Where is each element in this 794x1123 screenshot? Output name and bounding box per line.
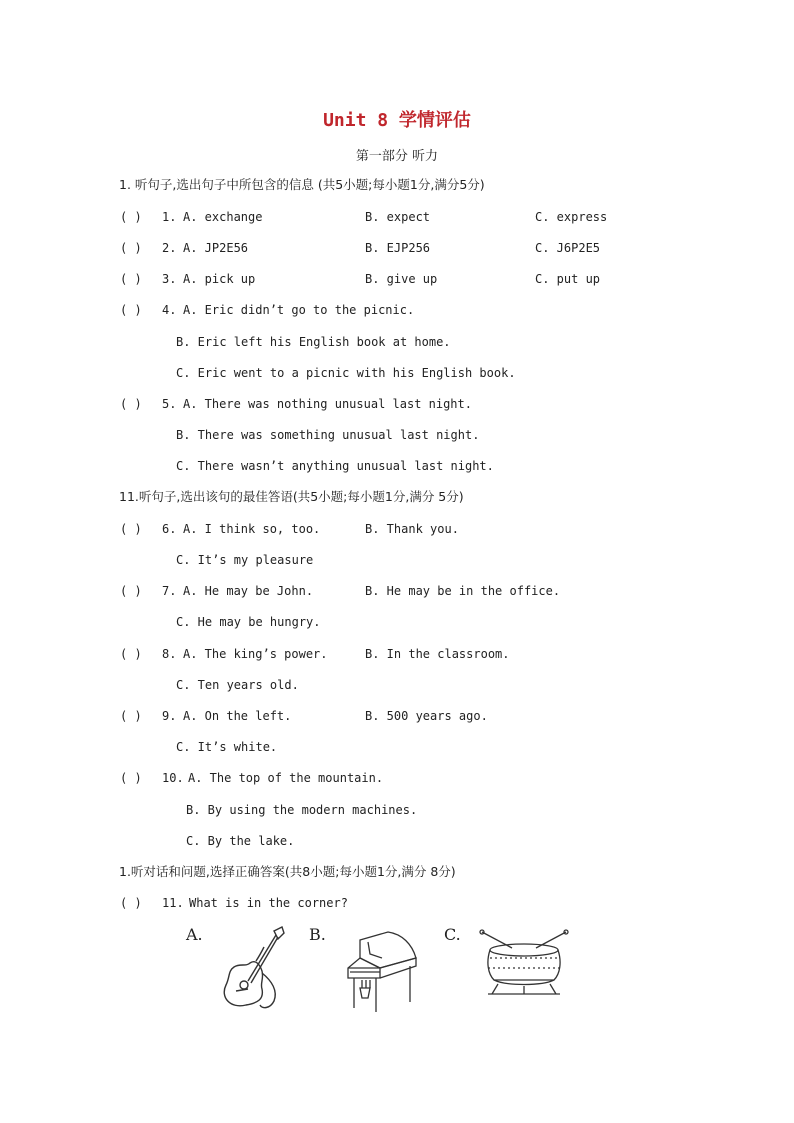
option-a: A. There was nothing unusual last night. xyxy=(183,397,472,411)
option-a: A. The top of the mountain. xyxy=(188,771,384,785)
question-number: 11. xyxy=(162,896,184,910)
answer-blank[interactable]: ( ) xyxy=(120,303,142,317)
option-c: C. J6P2E5 xyxy=(535,241,601,255)
answer-blank[interactable]: ( ) xyxy=(120,709,142,723)
question-number: 5. xyxy=(162,397,177,411)
answer-blank[interactable]: ( ) xyxy=(120,397,142,411)
picture-label-c: C. xyxy=(444,925,461,944)
answer-blank[interactable]: ( ) xyxy=(120,584,142,598)
page-title: Unit 8 学情评估 xyxy=(323,110,471,131)
option-b: B. Eric left his English book at home. xyxy=(176,335,451,349)
section-3-heading: 1.听对话和问题,选择正确答案(共8小题;每小题1分,满分 8分) xyxy=(119,864,456,879)
option-c: C. express xyxy=(535,210,608,224)
option-c: C. He may be hungry. xyxy=(176,615,321,629)
answer-blank[interactable]: ( ) xyxy=(120,771,142,785)
question-text: What is in the corner? xyxy=(189,896,348,910)
answer-blank[interactable]: ( ) xyxy=(120,522,142,536)
guitar-icon[interactable] xyxy=(216,925,288,1011)
answer-blank[interactable]: ( ) xyxy=(120,272,142,286)
option-b: B. He may be in the office. xyxy=(365,584,561,598)
picture-label-a: A. xyxy=(186,925,203,944)
option-b: B. In the classroom. xyxy=(365,647,510,661)
question-number: 3. xyxy=(162,272,177,286)
option-a: A. He may be John. xyxy=(183,584,314,598)
answer-blank[interactable]: ( ) xyxy=(120,210,142,224)
option-a: A. pick up xyxy=(183,272,256,286)
option-b: B. EJP256 xyxy=(365,241,431,255)
option-b: B. By using the modern machines. xyxy=(186,803,418,817)
option-c: C. put up xyxy=(535,272,601,286)
question-number: 1. xyxy=(162,210,177,224)
option-a: A. The king’s power. xyxy=(183,647,328,661)
part-heading: 第一部分 听力 xyxy=(355,149,439,164)
option-c: C. There wasn’t anything unusual last night. xyxy=(176,459,494,473)
option-a: A. Eric didn’t go to the picnic. xyxy=(183,303,415,317)
section-1-heading: 1. 听句子,选出句子中所包含的信息 (共5小题;每小题1分,满分5分) xyxy=(119,177,485,192)
option-b: B. expect xyxy=(365,210,431,224)
option-b: B. 500 years ago. xyxy=(365,709,488,723)
drum-icon[interactable] xyxy=(478,928,570,1000)
option-c: C. It’s white. xyxy=(176,740,278,754)
answer-blank[interactable]: ( ) xyxy=(120,241,142,255)
question-number: 2. xyxy=(162,241,177,255)
option-c: C. By the lake. xyxy=(186,834,295,848)
answer-blank[interactable]: ( ) xyxy=(120,896,142,910)
piano-icon[interactable] xyxy=(340,928,420,1018)
question-number: 4. xyxy=(162,303,177,317)
option-b: B. Thank you. xyxy=(365,522,459,536)
option-c: C. Eric went to a picnic with his English book. xyxy=(176,366,516,380)
option-b: B. There was something unusual last night. xyxy=(176,428,480,442)
picture-label-b: B. xyxy=(309,925,326,944)
option-c: C. Ten years old. xyxy=(176,678,299,692)
option-c: C. It’s my pleasure xyxy=(176,553,314,567)
option-a: A. On the left. xyxy=(183,709,292,723)
section-2-heading: 11.听句子,选出该句的最佳答语(共5小题;每小题1分,满分 5分) xyxy=(119,489,464,504)
option-a: A. exchange xyxy=(183,210,263,224)
question-number: 9. xyxy=(162,709,177,723)
question-number: 10. xyxy=(162,771,184,785)
option-a: A. I think so, too. xyxy=(183,522,321,536)
question-number: 7. xyxy=(162,584,177,598)
question-number: 6. xyxy=(162,522,177,536)
option-b: B. give up xyxy=(365,272,438,286)
option-a: A. JP2E56 xyxy=(183,241,249,255)
answer-blank[interactable]: ( ) xyxy=(120,647,142,661)
question-number: 8. xyxy=(162,647,177,661)
